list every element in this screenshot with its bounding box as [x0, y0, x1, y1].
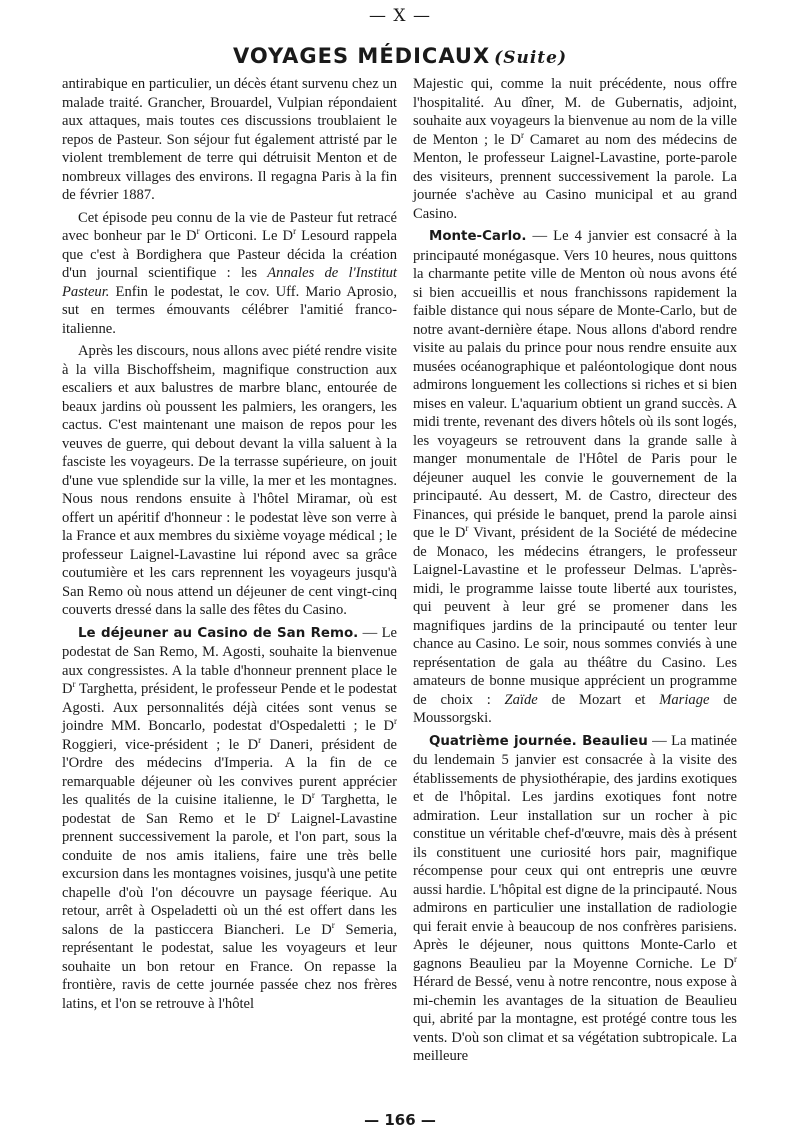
- section-heading: Monte-Carlo.: [429, 229, 527, 244]
- right-column: [413, 75, 737, 1066]
- paragraph: Quatrième journée. Beaulieu — La matinée du lendemain 5 janvier est consacrée à la visite des établissements de physiothérapie, des jardins exotiques et de l'hôpital. Les jardins exotiques font notre admiration. Leur installation sur un rocher à pic constitue un véritable chef-d'œuvre, mais dès à présent ils constituent une curiosité hors pair, magnifique récompense pour ceux qui ont entrepris une œuvre aussi hardie. L'hôpital est digne de la principauté. Nous admirons en particulier une installation de radiologie qui ferait envie à beaucoup de nos confrères parisiens. Après le déjeuner, nous quittons Monte-Carlo et gagnons Beaulieu par la Moyenne Corniche. Le $D^r$ Hérard de Bessé, venu à notre rencontre, nous expose à mi-chemin les avantages de la situation de Beaulieu qui, abrité par la montagne, est protégé contre tous les vents. D'où son climat et sa végétation subtropicale. La meilleure: [413, 732, 737, 1064]
- paragraph: Cet épisode peu connu de la vie de Pasteur fut retracé avec bonheur par le $D^r$ Orticoni. Le $D^r$ Lesourd rappela que c'est à Bordighera que Pasteur décida la création d'un journal scientifique : les Annales de l'Institut Pasteur. Enfin le podestat, le cov. Uff. Mario Aprosio, sut en termes émouvants célébrer l'amitié franco-italienne.: [62, 209, 397, 337]
- paragraph: Le déjeuner au Casino de San Remo. — Le podestat de San Remo, M. Agosti, souhaite la bienvenue aux congressistes. A la table d'honneur prennent place le $D^r$ Targhetta, président, le professeur Pende et le podestat Agosti. Aux personnalités déjà citées sont venus se joindre MM. Boncarlo, podestat d'Ospedaletti ; le $D^r$ Roggieri, vice-président ; le $D^r$ Daneri, président de l'Ordre des médecins d'Imperia. A la fin de ce remarquable déjeuner où les convives purent apprécier les qualités de la cuisine italienne, le $D^r$ Targhetta, le podestat de San Remo et le $D^r$ Laignel-Lavastine prennent successivement la parole, et l'on part, sous la conduite de nos amis italiens, faire une très belle excursion dans les montagnes voisines, jusqu'à une petite chapelle d'où l'on découvre un paysage féerique. Au retour, arrêt à Ospeladetti où un thé est offert dans les salons de la pasticcera Biancheri. Le $D^r$ Semeria, représentant le podestat, salue les voyageurs et leur souhaite un bon retour en France. On repasse la frontière, ravis de cette journée passée chez nos frères latins, et l'on se retrouve à l'hôtel: [62, 624, 397, 1012]
- title-suite: (Suite): [494, 48, 568, 68]
- paragraph: Majestic qui, comme la nuit précédente, nous offre l'hospitalité. Au dîner, M. de Gubernatis, adjoint, souhaite aux voyageurs la bienvenue au nom de la ville de Menton ; le $D^r$ Camaret au nom des médecins de Menton, le professeur Laignel-Lavastine, porte-parole des visiteurs, prennent successivement la parole. La journée s'achève au Casino municipal et au grand Casino.: [413, 76, 737, 222]
- section-heading: Quatrième journée. Beaulieu: [429, 733, 648, 749]
- running-title: [0, 44, 800, 68]
- section-marker: — X —: [369, 6, 431, 26]
- page-number: — 166 —: [364, 1111, 436, 1129]
- paragraph: Après les discours, nous allons avec piété rendre visite à la villa Bischoffsheim, magnifique construction aux escaliers et aux balustres de marbre blanc, entourée de beaux jardins où poussent les palmiers, les orangers, les cactus. C'est maintenant une maison de repos pour les veuves de guerre, qui debout devant la villa saluent à la fasciste les voyageurs. De la terrasse supérieure, on jouit d'une vue splendide sur la ville, la mer et les montagnes. Nous nous rendons ensuite à l'hôtel Miramar, où est offert un apéritif d'honneur : le podestat lève son verre à la France et aux membres du sixième voyage médical ; le professeur Laignel-Lavastine lui répond avec sa grâce coutumière et les cars reprennent les voyageurs jusqu'à San Remo où nous attend un déjeuner de cent vingt-cinq couverts dressé dans la salle des fêtes du Casino.: [62, 343, 397, 618]
- title-text: VOYAGES MÉDICAUX: [232, 44, 491, 68]
- paragraph: antirabique en particulier, un décès étant survenu chez un malade traité. Grancher, Brouardel, Vulpian répondaient aux attaques, mais toutes ces discussions troublaient le repos de Pasteur. Son séjour fut également attristé par le violent tremblement de terre qui détruisit Menton et de nombreux villages des environs. Il regagna Paris à la fin de février 1887.: [62, 76, 397, 203]
- left-column: [62, 75, 397, 1013]
- section-heading: Le déjeuner au Casino de San Remo.: [78, 625, 359, 641]
- paragraph: Monte-Carlo. — Le 4 janvier est consacré à la principauté monégasque. Vers 10 heures, nous quittons la charmante petite ville de Menton où nous avons été si bien accueillis et nous franchissons rapidement la faible distance qui nous sépare de Monte-Carlo, but de notre avant-dernière étape. Nous allons d'abord rendre visite au palais du prince pour nous rendre ensuite aux musées océanographique et paléontologique dont nous admirons longuement les collections si riches et si bien mises en valeur. L'aquarium obtient un grand succès. A midi trente, revenant des divers hôtels où ils sont logés, les voyageurs se retrouvent dans la grande salle à manger monumentale de l'Hôtel de Paris pour le déjeuner auquel les convie le gouvernement de la principauté. Au dessert, M. de Castro, directeur des Finances, qui préside le banquet, prend la parole ainsi que le $D^r$ Vivant, président de la Société de médecine de Monaco, les médecins étrangers, le professeur Laignel-Lavastine et le professeur Delmas. L'après-midi, le programme laisse toute liberté aux touristes, qui peuvent à leur gré se promener dans les magnifiques jardins de la principauté ou tenter leur chance au Casino. Le soir, nous sommes conviés à une représentation de gala au théâtre du Casino. Les amateurs de bonne musique apprécient un programme de choix : Zaïde de Mozart et Mariage de Moussorgski.: [413, 228, 737, 726]
